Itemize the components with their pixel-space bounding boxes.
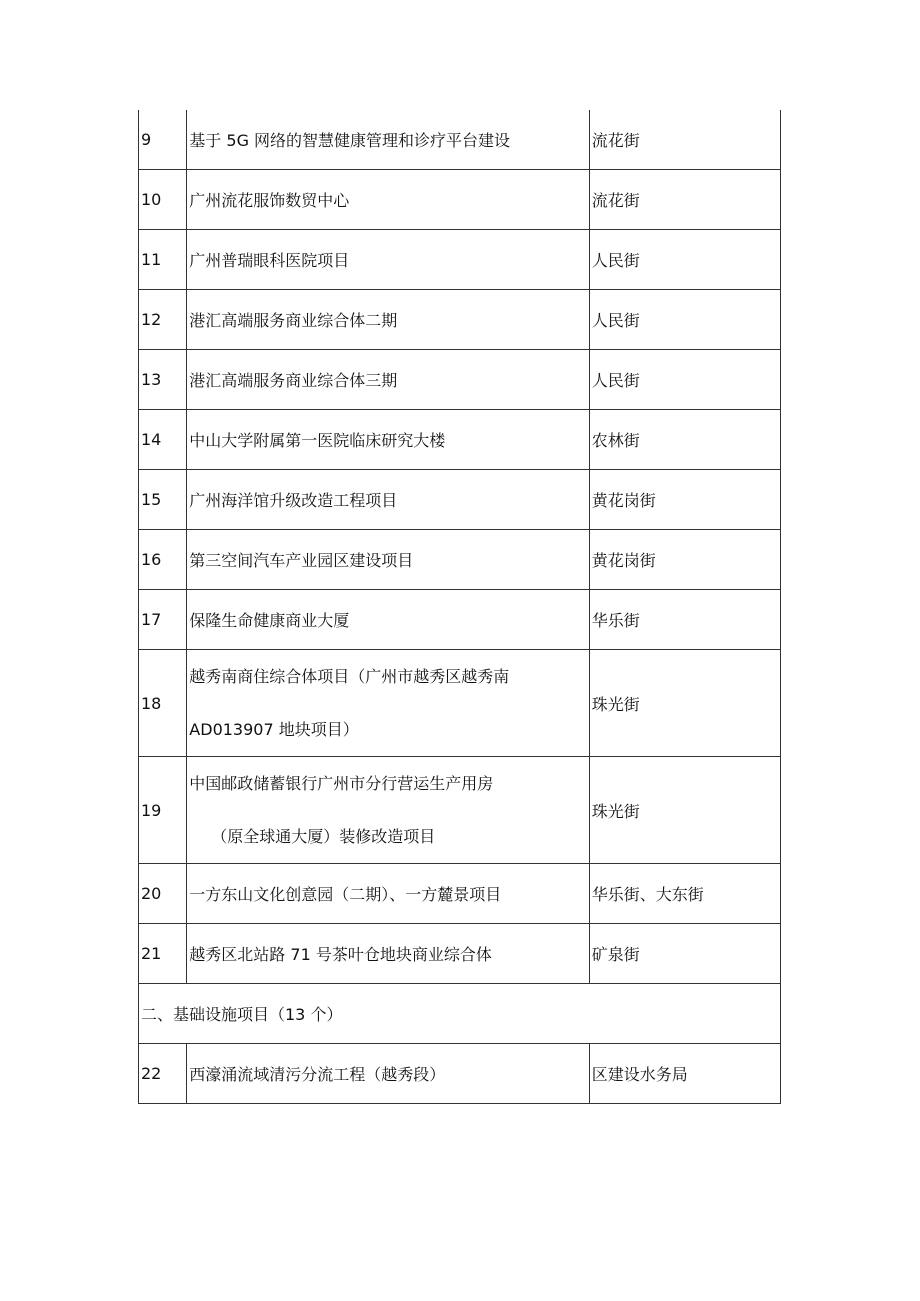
project-name-line: （原全球通大厦）装修改造项目 [211, 827, 436, 846]
row-number: 16 [139, 530, 187, 590]
row-number: 19 [139, 757, 187, 864]
street-name: 流花街 [589, 170, 780, 230]
street-name: 区建设水务局 [589, 1044, 780, 1104]
table-row [139, 410, 781, 470]
row-number: 12 [139, 290, 187, 350]
street-name: 华乐街 [589, 590, 780, 650]
row-number: 11 [139, 230, 187, 290]
project-name: 第三空间汽车产业园区建设项目 [187, 530, 590, 590]
street-name: 人民街 [589, 350, 780, 410]
table-row [139, 1044, 781, 1104]
street-name: 矿泉街 [589, 924, 780, 984]
table-row [139, 650, 781, 757]
street-name: 华乐街、大东街 [589, 864, 780, 924]
project-name: 广州流花服饰数贸中心 [187, 170, 590, 230]
project-name [187, 650, 590, 757]
section-header-row [139, 984, 781, 1044]
project-name: 一方东山文化创意园（二期）、一方麓景项目 [187, 864, 590, 924]
project-name: 广州海洋馆升级改造工程项目 [187, 470, 590, 530]
project-name: 港汇高端服务商业综合体三期 [187, 350, 590, 410]
project-name [187, 757, 590, 864]
street-name: 人民街 [589, 230, 780, 290]
project-name: 港汇高端服务商业综合体二期 [187, 290, 590, 350]
project-name: 基于 5G 网络的智慧健康管理和诊疗平台建设 [187, 110, 590, 170]
table-row [139, 170, 781, 230]
street-name: 珠光街 [589, 650, 780, 757]
street-name: 黄花岗街 [589, 470, 780, 530]
row-number: 9 [139, 110, 187, 170]
project-name-line: AD013907 地块项目） [189, 720, 359, 739]
street-name: 珠光街 [589, 757, 780, 864]
project-name: 广州普瑞眼科医院项目 [187, 230, 590, 290]
project-table [138, 110, 781, 1104]
table-row [139, 530, 781, 590]
row-number: 22 [139, 1044, 187, 1104]
street-name: 黄花岗街 [589, 530, 780, 590]
table-row [139, 110, 781, 170]
row-number: 21 [139, 924, 187, 984]
row-number: 20 [139, 864, 187, 924]
project-name-line: 中国邮政储蓄银行广州市分行营运生产用房 [189, 774, 494, 793]
table-row [139, 590, 781, 650]
table-row [139, 924, 781, 984]
row-number: 13 [139, 350, 187, 410]
project-name-line: 越秀南商住综合体项目（广州市越秀区越秀南 [189, 667, 510, 686]
table-row [139, 230, 781, 290]
row-number: 14 [139, 410, 187, 470]
street-name: 农林街 [589, 410, 780, 470]
row-number: 17 [139, 590, 187, 650]
project-name: 保隆生命健康商业大厦 [187, 590, 590, 650]
table-row [139, 350, 781, 410]
row-number: 10 [139, 170, 187, 230]
section-title: 二、基础设施项目（13 个） [139, 984, 781, 1044]
table-row [139, 470, 781, 530]
project-name: 中山大学附属第一医院临床研究大楼 [187, 410, 590, 470]
street-name: 流花街 [589, 110, 780, 170]
project-name: 西濠涌流域清污分流工程（越秀段） [187, 1044, 590, 1104]
row-number: 15 [139, 470, 187, 530]
table-row [139, 864, 781, 924]
row-number: 18 [139, 650, 187, 757]
table-row [139, 290, 781, 350]
street-name: 人民街 [589, 290, 780, 350]
table-row [139, 757, 781, 864]
project-name: 越秀区北站路 71 号茶叶仓地块商业综合体 [187, 924, 590, 984]
